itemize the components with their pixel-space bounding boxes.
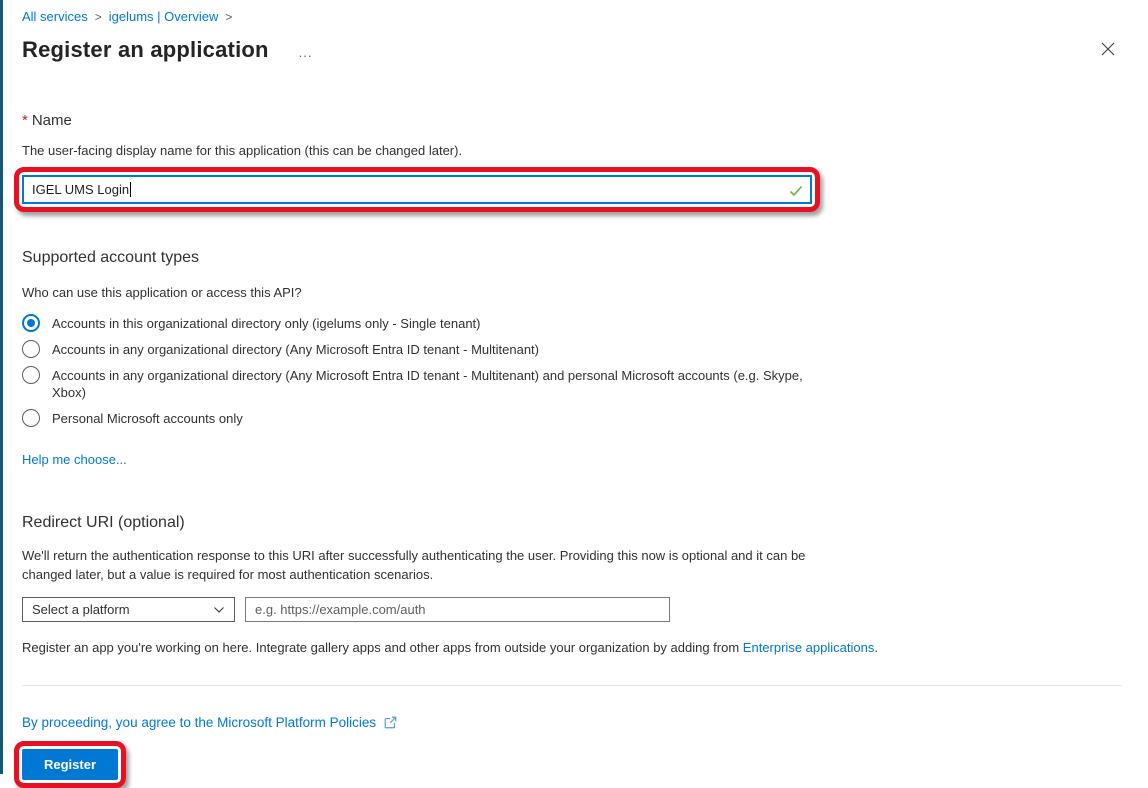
help-me-choose-link-wrap <box>22 452 1122 467</box>
name-field-label: * Name <box>22 112 72 129</box>
redirect-uri-input[interactable] <box>245 597 670 622</box>
context-menu-icon[interactable]: ... <box>298 44 313 60</box>
title-row <box>22 37 1122 63</box>
required-marker: * <box>22 112 28 129</box>
redirect-uri-controls <box>22 597 1122 622</box>
breadcrumb-separator: > <box>94 10 102 24</box>
account-types-question: Who can use this application or access this API? <box>22 285 302 300</box>
platform-select[interactable] <box>22 597 235 622</box>
platform-policies-link[interactable]: By proceeding, you agree to the Microsoft Platform Policies <box>22 715 377 730</box>
policy-line <box>22 715 1122 730</box>
radio-personal-only[interactable] <box>22 409 1122 427</box>
radio-button-icon <box>22 314 40 332</box>
radio-multitenant-personal[interactable] <box>22 366 1122 401</box>
external-link-icon <box>383 715 398 730</box>
breadcrumb <box>22 8 1122 26</box>
gallery-note: Register an app you're working on here. Integrate gallery apps and other apps from outside your organization by adding from Enterprise applications. <box>22 640 878 655</box>
enterprise-applications-link[interactable]: Enterprise applications <box>742 640 875 655</box>
red-highlight-annotation <box>14 741 126 788</box>
blade-footer <box>22 685 1122 788</box>
radio-label: Personal Microsoft accounts only <box>52 411 243 426</box>
panel-left-border <box>0 0 3 774</box>
close-icon[interactable] <box>1098 39 1118 59</box>
radio-label: Accounts in any organizational directory (Any Microsoft Entra ID tenant - Multitenant) <box>52 342 539 357</box>
name-input-value: IGEL UMS Login <box>32 182 130 197</box>
breadcrumb-separator: > <box>225 10 233 24</box>
radio-button-icon <box>22 409 40 427</box>
radio-multitenant[interactable] <box>22 340 1122 358</box>
red-highlight-annotation <box>14 167 820 212</box>
text-cursor <box>130 182 131 197</box>
breadcrumb-all-services[interactable]: All services <box>22 9 88 24</box>
name-field-description: The user-facing display name for this application (this can be changed later). <box>22 143 463 158</box>
chevron-down-icon <box>213 604 225 616</box>
radio-button-icon <box>22 366 40 384</box>
redirect-uri-description: We'll return the authentication response to this URI after successfully authenticating the user. Providing this now is optional and it can be changed later, but a value is required for most authentication scenarios. <box>22 548 806 582</box>
valid-checkmark-icon <box>789 184 803 198</box>
radio-button-icon <box>22 340 40 358</box>
account-type-radio-group <box>22 314 1122 427</box>
register-button[interactable]: Register <box>22 749 118 780</box>
page-title: Register an application <box>22 37 269 62</box>
radio-label: Accounts in this organizational directory only (igelums only - Single tenant) <box>52 316 481 331</box>
radio-label: Accounts in any organizational directory (Any Microsoft Entra ID tenant - Multitenant) and personal Microsoft accounts (e.g. Skype, Xbox) <box>52 368 803 400</box>
platform-select-value: Select a platform <box>32 602 130 617</box>
redirect-uri-heading: Redirect URI (optional) <box>22 514 185 531</box>
name-input[interactable] <box>22 175 812 204</box>
help-me-choose-link[interactable]: Help me choose... <box>22 452 127 467</box>
radio-single-tenant[interactable] <box>22 314 1122 332</box>
supported-account-types-heading: Supported account types <box>22 249 200 266</box>
breadcrumb-igelums-overview[interactable]: igelums | Overview <box>108 9 219 24</box>
